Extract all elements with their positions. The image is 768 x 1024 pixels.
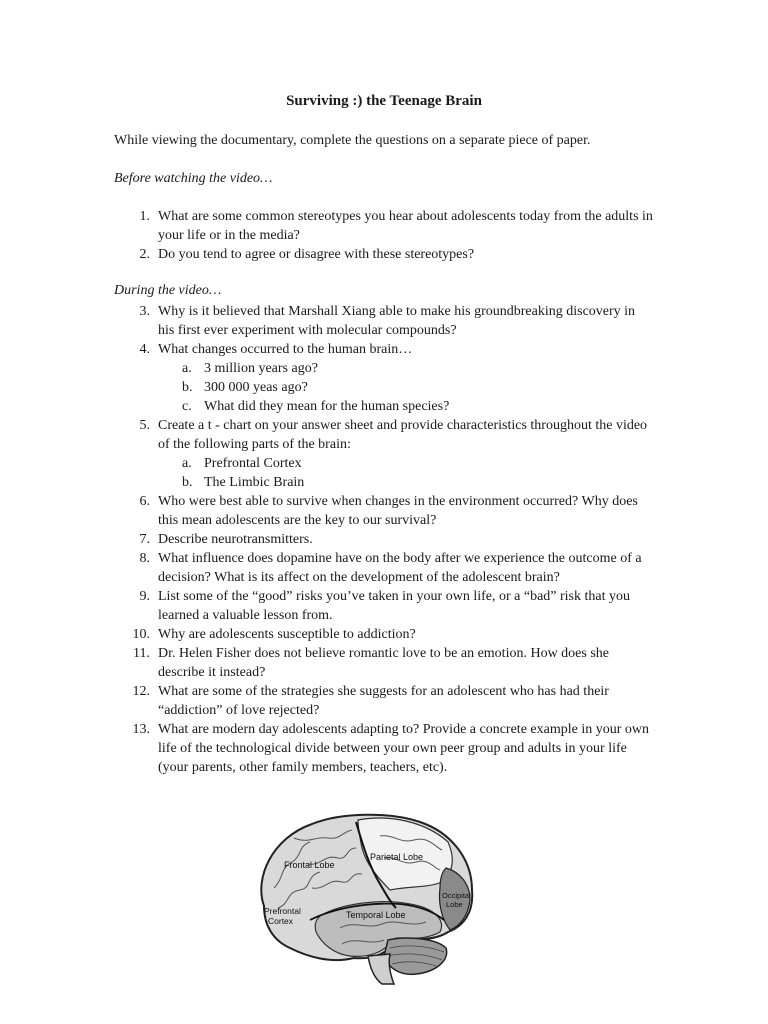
sub-question-item [158, 378, 654, 397]
question-number: 9. [139, 589, 150, 604]
sub-question-letter: c. [182, 399, 192, 414]
question-number: 11. [133, 646, 150, 661]
sub-question-item [158, 454, 654, 473]
question-item [114, 340, 654, 416]
cerebellum [384, 938, 447, 974]
question-text: List some of the “good” risks you’ve taken in your own life, or a “bad” risk that you learned a valuable lesson from. [158, 589, 630, 623]
sub-question-text: 300 000 yeas ago? [204, 380, 308, 395]
before-question-list [114, 207, 654, 264]
label-prefrontal-1: Prefrontal [264, 906, 301, 916]
question-item [114, 549, 654, 587]
label-occipital-1: Occipital [442, 891, 471, 900]
question-item [114, 416, 654, 492]
question-text: What influence does dopamine have on the body after we experience the outcome of a decision? What is its affect on the development of the adolescent brain? [158, 551, 642, 585]
question-text: Dr. Helen Fisher does not believe romantic love to be an emotion. How does she describe it instead? [158, 646, 610, 680]
sub-question-letter: b. [182, 380, 193, 395]
sub-question-item [158, 397, 654, 416]
label-parietal-lobe: Parietal Lobe [370, 852, 424, 862]
question-text: What are some of the strategies she suggests for an adolescent who has had their “addiction” of love rejected? [158, 684, 609, 718]
question-number: 13. [132, 722, 150, 737]
label-occipital-2: Lobe [446, 900, 463, 909]
label-temporal-lobe: Temporal Lobe [346, 910, 406, 920]
question-number: 4. [139, 342, 150, 357]
section-during-heading: During the video… [114, 283, 222, 298]
label-prefrontal-2: Cortex [268, 916, 294, 926]
sub-question-item [158, 359, 654, 378]
question-item [114, 625, 654, 644]
section-before-heading: Before watching the video… [114, 171, 273, 186]
brain-illustration [250, 808, 478, 986]
question-text: What are some common stereotypes you hear about adolescents today from the adults in your life or in the media? [158, 209, 653, 243]
question-item [114, 302, 654, 340]
question-text: Describe neurotransmitters. [158, 532, 313, 547]
sub-question-text: Prefrontal Cortex [204, 456, 302, 471]
question-number: 3. [139, 304, 150, 319]
question-text: Do you tend to agree or disagree with these stereotypes? [158, 247, 475, 262]
question-item [114, 682, 654, 720]
sub-question-list [158, 454, 654, 492]
sub-question-text: What did they mean for the human species? [204, 399, 450, 414]
question-text: Why are adolescents susceptible to addiction? [158, 627, 416, 642]
sub-question-text: The Limbic Brain [204, 475, 305, 490]
question-number: 6. [139, 494, 150, 509]
sub-question-letter: a. [182, 361, 192, 376]
question-item [114, 207, 654, 245]
question-number: 12. [132, 684, 150, 699]
question-text: What changes occurred to the human brain… [158, 342, 413, 357]
question-text: Who were best able to survive when changes in the environment occurred? Why does this mean adolescents are the key to our survival? [158, 494, 638, 528]
during-question-list [114, 302, 654, 777]
intro-text: While viewing the documentary, complete the questions on a separate piece of paper. [114, 133, 591, 148]
question-item [114, 587, 654, 625]
brain-stem [368, 954, 394, 984]
question-text: Create a t - chart on your answer sheet and provide characteristics throughout the video of the following parts of the brain: [158, 418, 648, 452]
sub-question-list [158, 359, 654, 416]
question-number: 8. [139, 551, 150, 566]
question-number: 5. [139, 418, 150, 433]
question-number: 10. [132, 627, 150, 642]
question-number: 1. [139, 209, 150, 224]
sub-question-text: 3 million years ago? [204, 361, 318, 376]
question-number: 7. [139, 532, 150, 547]
question-item [114, 530, 654, 549]
sub-question-letter: a. [182, 456, 192, 471]
question-item [114, 492, 654, 530]
question-item [114, 245, 654, 264]
sub-question-letter: b. [182, 475, 193, 490]
brain-diagram [250, 808, 478, 986]
sub-question-item [158, 473, 654, 492]
page-title: Surviving :) the Teenage Brain [286, 93, 482, 109]
question-item [114, 644, 654, 682]
label-frontal-lobe: Frontal Lobe [284, 860, 335, 870]
question-item [114, 720, 654, 777]
question-text: What are modern day adolescents adapting to? Provide a concrete example in your own life of the technological divide between your own peer group and adults in your life (your parents, other family members, teachers, etc). [158, 722, 649, 775]
question-text: Why is it believed that Marshall Xiang able to make his groundbreaking discovery in his first ever experiment with molecular compounds? [158, 304, 636, 338]
question-number: 2. [139, 247, 150, 262]
